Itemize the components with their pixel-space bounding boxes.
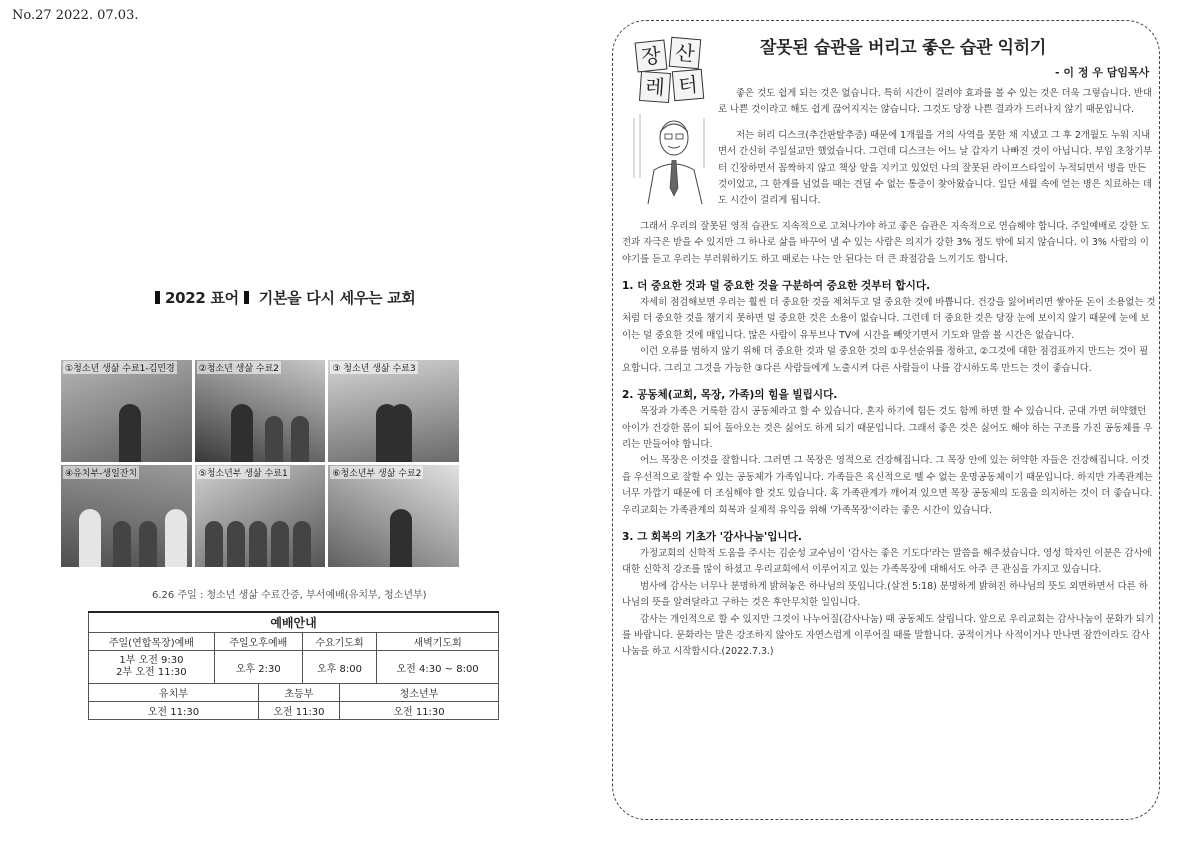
service-time: 오후 2:30 (214, 651, 302, 684)
badge-char: 산 (669, 37, 702, 70)
badge-char: 터 (672, 69, 705, 102)
letter-paragraph: 그래서 우리의 잘못된 영적 습관도 지속적으로 고쳐나가야 하고 좋은 습관은 지속적으로 연습해야 합니다. 주일예배로 강한 도전과 자극은 받을 수 있지만 그 하나로 삶을 바꾸어 낼 수 있는 사람은 의지가 강한 3% 정도 밖에 되지 않습니다. 이 3% 사람의 이야기를 듣고 우리는 부러워하기도 하고 때로는 나는 안 된다는 더 큰 좌절감을 느끼기도 합니다. (622, 220, 1150, 265)
letter-paragraph: 저는 허리 디스크(추간판탈추증) 때문에 1개월을 거의 사역을 못한 채 지냈고 그 후 2개월도 누워 지내면서 간신히 주일설교만 했었습니다. 그런데 디스크는 어느 날 갑자기 나빠진 것이 아닙니다. 부임 초창기부터 긴장하면서 꼼짝하지 않고 책상 앞을 지키고 있었던 나의 잘못된 라이프스타일이 누적되면서 병을 만든 것이었고, 그 한계를 넘었을 때는 견딜 수 없는 통증이 찾아왔습니다. 일단 세월 속에 얻는 병은 치료하는 데도 시간이 걸리게 됩니다. (718, 129, 1153, 207)
letter-body (622, 86, 1156, 661)
badge-char: 장 (635, 40, 668, 73)
photo-5 (195, 465, 326, 567)
service-name: 새벽기도회 (377, 633, 499, 651)
worship-table-title: 예배안내 (89, 612, 499, 633)
service-time: 오후 8:00 (302, 651, 376, 684)
worship-schedule-table (88, 611, 499, 720)
motto-year: 2022 표어 (165, 289, 239, 307)
photo-2 (195, 360, 326, 462)
person-figure (249, 521, 267, 567)
photo-6 (328, 465, 459, 567)
person-figure (231, 404, 253, 462)
person-figure (205, 521, 223, 567)
person-figure (113, 521, 131, 567)
photo-caption-6: ⑥청소년부 생삶 수료2 (330, 466, 423, 479)
service-time: 오전 4:30 ~ 8:00 (377, 651, 499, 684)
letter-paragraph: 자세히 점검해보면 우리는 훨씬 더 중요한 것을 제쳐두고 덜 중요한 것에 바쁩니다. 건강을 잃어버리면 쌓아둔 돈이 소용없는 것처럼 더 중요한 것을 챙기지 못하면 덜 중요한 것은 소용이 없습니다. 그런데 더 중요한 것은 당장 눈에 보이지 않기 때문에 눈에 보이는 덜 중요한 것에 매입니다. 많은 사람이 유투브나 TV에 시간을 빼앗기면서 기도와 말씀 볼 시간은 없습니다. (622, 297, 1156, 341)
section-heading: 2. 공동체(교회, 목장, 가족)의 힘을 빌립시다. (622, 389, 838, 402)
letter-paragraph: 이런 오류를 범하지 않기 위해 더 중요한 것과 덜 중요한 것의 ①우선순위를 정하고, ②그것에 대한 점검표까지 만드는 것이 필요합니다. 그리고 그것을 가능한 ③다른 사람들에게 노출시켜 다른 사람들이 나를 감시하도록 만드는 것이 좋습니다. (622, 346, 1149, 374)
person-figure (390, 404, 412, 462)
service-name: 주일오후예배 (214, 633, 302, 651)
service-time: 1부 오전 9:30 2부 오전 11:30 (89, 651, 215, 684)
department-name: 청소년부 (339, 684, 498, 702)
photo-3 (328, 360, 459, 462)
department-time: 오전 11:30 (89, 702, 259, 720)
letter-paragraph: 범사에 감사는 너무나 분명하게 밝혀놓은 하나님의 뜻입니다.(살전 5:18) 분명하게 밝혀진 하나님의 뜻도 외면하면서 다른 하나님의 뜻을 알려달라고 구하는 것은 후안무치한 일입니다. (622, 580, 1148, 609)
letter-paragraph: 목장과 가족은 거룩한 감시 공동체라고 할 수 있습니다. 혼자 하기에 힘든 것도 함께 하면 할 수 있습니다. 군대 가면 허약했던 아이가 건강한 몸이 되어 돌아오는 것은 싫어도 하게 되기 때문입니다. 그래서 좋은 것은 싫어도 해야 하는 구조를 가진 공동체를 우리는 만들어야 합니다. (622, 406, 1153, 450)
photo-caption-4: ④유치부-생일잔치 (63, 466, 139, 479)
photo-caption-5: ⑤청소년부 생삶 수료1 (197, 466, 290, 479)
person-figure (139, 521, 157, 567)
photo-4 (61, 465, 192, 567)
letter-paragraph: 좋은 것도 쉽게 되는 것은 없습니다. 특히 시간이 걸려야 효과를 볼 수 있는 것은 더욱 그렇습니다. 반대로 나쁜 것이라고 해도 쉽게 끊어지지는 않습니다. 그것도 당장 나쁜 결과가 드러나지 않기 때문입니다. (718, 88, 1152, 116)
letter-paragraph: 가정교회의 신학적 도움을 주시는 김순성 교수님이 '감사는 좋은 기도다'라는 말씀을 해주셨습니다. 영성 학자인 이분은 감사에 대한 신학적 강조를 많이 하셨고 우리교회에서 이루어지고 있는 가족목장에 대해서도 아주 큰 관심을 가지고 있습니다. (622, 547, 1152, 576)
photo-grid (61, 360, 459, 567)
motto-text: 기본을 다시 세우는 교회 (258, 289, 416, 307)
letter-title: 잘못된 습관을 버리고 좋은 습관 익히기 (760, 38, 1047, 58)
department-name: 초등부 (258, 684, 339, 702)
person-figure (291, 416, 309, 462)
photo-caption-2: ②청소년 생삶 수료2 (197, 361, 281, 374)
department-time: 오전 11:30 (258, 702, 339, 720)
letter-paragraph: 어느 목장은 이것을 잘합니다. 그러면 그 목장은 영적으로 건강해집니다. 그 목장 안에 있는 허약한 자들은 건강해집니다. 이것을 우선적으로 잘할 수 있는 공동체가 가족입니다. 가족들은 육신적으로 뗄 수 없는 운명공동체이기 때문입니다. 하지만 가족관계는 너무 가깝기 때문에 더 조심해야 할 것도 있습니다. 혹 가족관계가 깨어져 있으면 목장 공동체의 도움을 의지하는 것이 더 좋습니다. 우리교회는 가족관계의 회복과 실제적 유익을 위해 '가족목장'이라는 좋은 시간이 있습니다. (622, 455, 1153, 516)
person-figure (227, 521, 245, 567)
letter-author: - 이 정 우 담임목사 (1055, 66, 1150, 79)
department-name: 유치부 (89, 684, 259, 702)
motto-square-icon (244, 291, 249, 304)
person-figure (293, 521, 311, 567)
photo-caption-3: ③ 청소년 생삶 수료3 (330, 361, 417, 374)
photo-caption-1: ①청소년 생삶 수료1-김민경 (63, 361, 177, 374)
motto-square-icon (155, 291, 160, 304)
service-name: 주일(연합목장)예배 (89, 633, 215, 651)
person-figure (79, 509, 101, 567)
department-time: 오전 11:30 (339, 702, 498, 720)
badge-char: 레 (639, 71, 671, 103)
person-figure (165, 509, 187, 567)
photo-description: 6.26 주일 : 청소년 생삶 수료간증, 부서예배(유치부, 청소년부) (152, 590, 427, 601)
person-figure (390, 509, 412, 567)
letter-paragraph: 감사는 개인적으로 할 수 있지만 그것이 나누어질(감사나눔) 때 공동체도 살립니다. 앞으로 우리교회는 감사나눔이 문화가 되기를 바랍니다. 문화라는 말은 강조하지 않아도 자연스럽게 이루어질 때를 말합니다. 공적이거나 사적이거나 만나면 잠깐이라도 감사나눔을 하고 시작합시다.(2022.7.3.) (622, 613, 1154, 658)
church-motto (150, 287, 415, 308)
section-heading: 3. 그 회복의 기초가 '감사나눔'입니다. (622, 530, 802, 543)
photo-1 (61, 360, 192, 462)
issue-header: No.27 2022. 07.03. (12, 8, 139, 23)
section-heading: 1. 더 중요한 것과 덜 중요한 것을 구분하여 중요한 것부터 합시다. (622, 280, 931, 293)
person-figure (119, 404, 141, 462)
person-figure (265, 416, 283, 462)
service-name: 수요기도회 (302, 633, 376, 651)
person-figure (271, 521, 289, 567)
